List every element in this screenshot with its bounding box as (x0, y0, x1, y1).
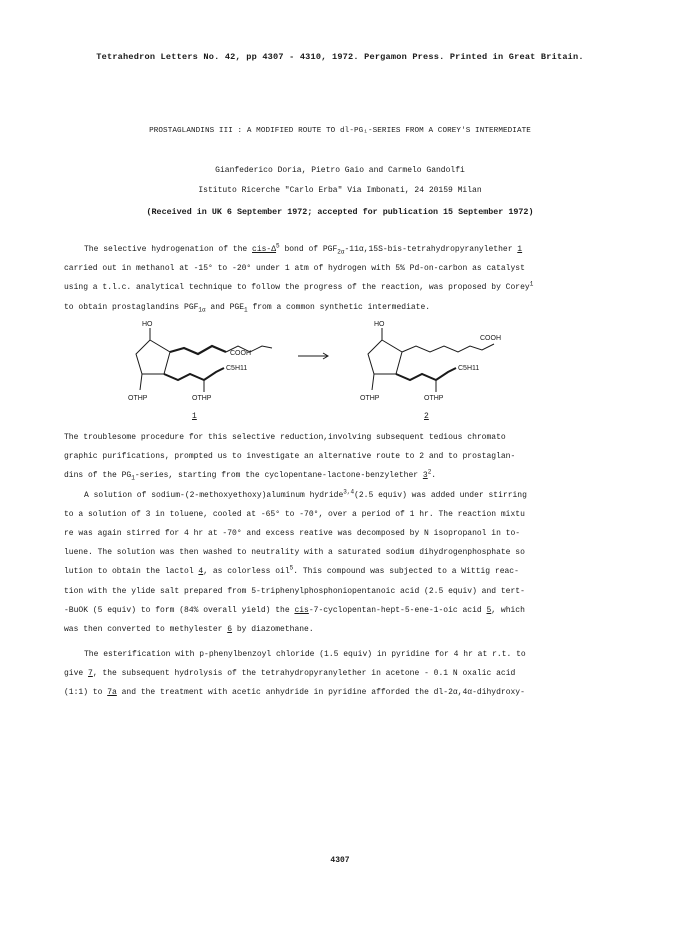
p2-line-4: A solution of sodium-(2-methoxyethoxy)aluminum hydride$^{3,4}$(2.5 equiv) was added under stirring (84, 487, 527, 500)
p2-line-6: re was again stirred for 4 hr at -70° and excess reative was decomposed by N isopropanol in to- (64, 528, 521, 538)
cyclopentane-ring-2 (368, 340, 402, 374)
c1-cooh-label: COOH (230, 350, 251, 357)
c1-c5h11-label: C5H11 (226, 365, 248, 372)
p1-line-2: carried out in methanol at -15° to -20° under 1 atm of hydrogen with 5% Pd-on-carbon as catalyst (64, 264, 525, 274)
reaction-scheme (120, 318, 520, 426)
c2-othp-label-b: OTHP (424, 395, 444, 402)
c1-ho-label: HO (142, 321, 153, 328)
c2-c5h11-label: C5H11 (458, 365, 480, 372)
p2-line-7: luene. The solution was then washed to neutrality with a saturated sodium dihydrogenphosphate so (64, 548, 525, 558)
p1-line-1: The selective hydrogenation of the cis-$\Delta^5$ bond of $PGF_{2\alpha}-11\alpha,15S-bis$-tetrahydropyranylether 1 (84, 242, 523, 256)
reaction-scheme-drawing (120, 318, 520, 426)
p1-line-4: to obtain prostaglandins $PGF_{1\alpha}$ and $PGE_1$ from a common synthetic intermediate. (64, 302, 431, 314)
paragraph-2 (64, 428, 624, 639)
article-title: PROSTAGLANDINS III : A MODIFIED ROUTE TO dl-PG₁-SERIES FROM A COREY'S INTERMEDIATE (149, 127, 531, 135)
p1-line-3: using a t.l.c. analytical technique to follow the progress of the reaction, was proposed by Corey$^1$ (64, 280, 534, 293)
article-affiliation: Istituto Ricerche "Carlo Erba" Via Imbonati, 24 20159 Milan (198, 186, 482, 195)
paragraph-1 (64, 240, 624, 317)
p2-line-5: to a solution of 3 in toluene, cooled at -65° to -70°, over a period of 1 hr. The reaction mixtu (64, 509, 525, 519)
p2-line-3: dins of the $PG_1$-series, starting from the cyclopentane-lactone-benzylether $3^2$. (64, 468, 437, 482)
c2-othp-label-a: OTHP (360, 395, 380, 402)
paragraph-3 (64, 645, 624, 703)
compound-2-label: 2 (424, 412, 429, 421)
c2-cooh-label: COOH (480, 335, 501, 342)
compound-1-label: 1 (192, 412, 197, 421)
p2-line-10: -BuOK (5 equiv) to form (84% overall yield) the cis-7-cyclopentan-hept-5-ene-1-oic acid 5, which (64, 605, 525, 615)
p2-line-1: The troublesome procedure for this selective reduction,involving subsequent tedious chromato (64, 433, 506, 442)
p3-line-1: The esterification with p-phenylbenzoyl chloride (1.5 equiv) in pyridine for 4 hr at r.t. to (84, 650, 526, 659)
c1-othp-label-b: OTHP (192, 395, 212, 402)
article-authors: Gianfederico Doria, Pietro Gaio and Carmelo Gandolfi (215, 166, 465, 175)
c2-ho-label: HO (374, 321, 385, 328)
page-number: 4307 (330, 856, 350, 865)
c1-othp-label-a: OTHP (128, 395, 148, 402)
p2-line-2: graphic purifications, prompted us to investigate an alternative route to 2 and to prostaglan- (64, 452, 516, 462)
cyclopentane-ring-1 (136, 340, 170, 374)
received-dates: (Received in UK 6 September 1972; accepted for publication 15 September 1972) (146, 207, 534, 217)
p3-line-3: (1:1) to 7a and the treatment with acetic anhydride in pyridine afforded the dl-2α,4α-dihydroxy- (64, 688, 525, 698)
p2-line-9: tion with the ylide salt prepared from 5-triphenylphosphoniopentanoic acid (2.5 equiv) and tert- (64, 586, 525, 596)
p2-line-11: was then converted to methylester 6 by diazomethane. (64, 624, 314, 634)
p2-line-8: lution to obtain the lactol 4, as colorless oil$^5$. This compound was subjected to a Wittig reac- (64, 564, 519, 577)
p3-line-2: give 7, the subsequent hydrolysis of the tetrahydropyranylether in acetone - 0.1 N oxalic acid (64, 669, 516, 679)
journal-header: Tetrahedron Letters No. 42, pp 4307 - 4310, 1972. Pergamon Press. Printed in Great Britain. (96, 52, 584, 62)
